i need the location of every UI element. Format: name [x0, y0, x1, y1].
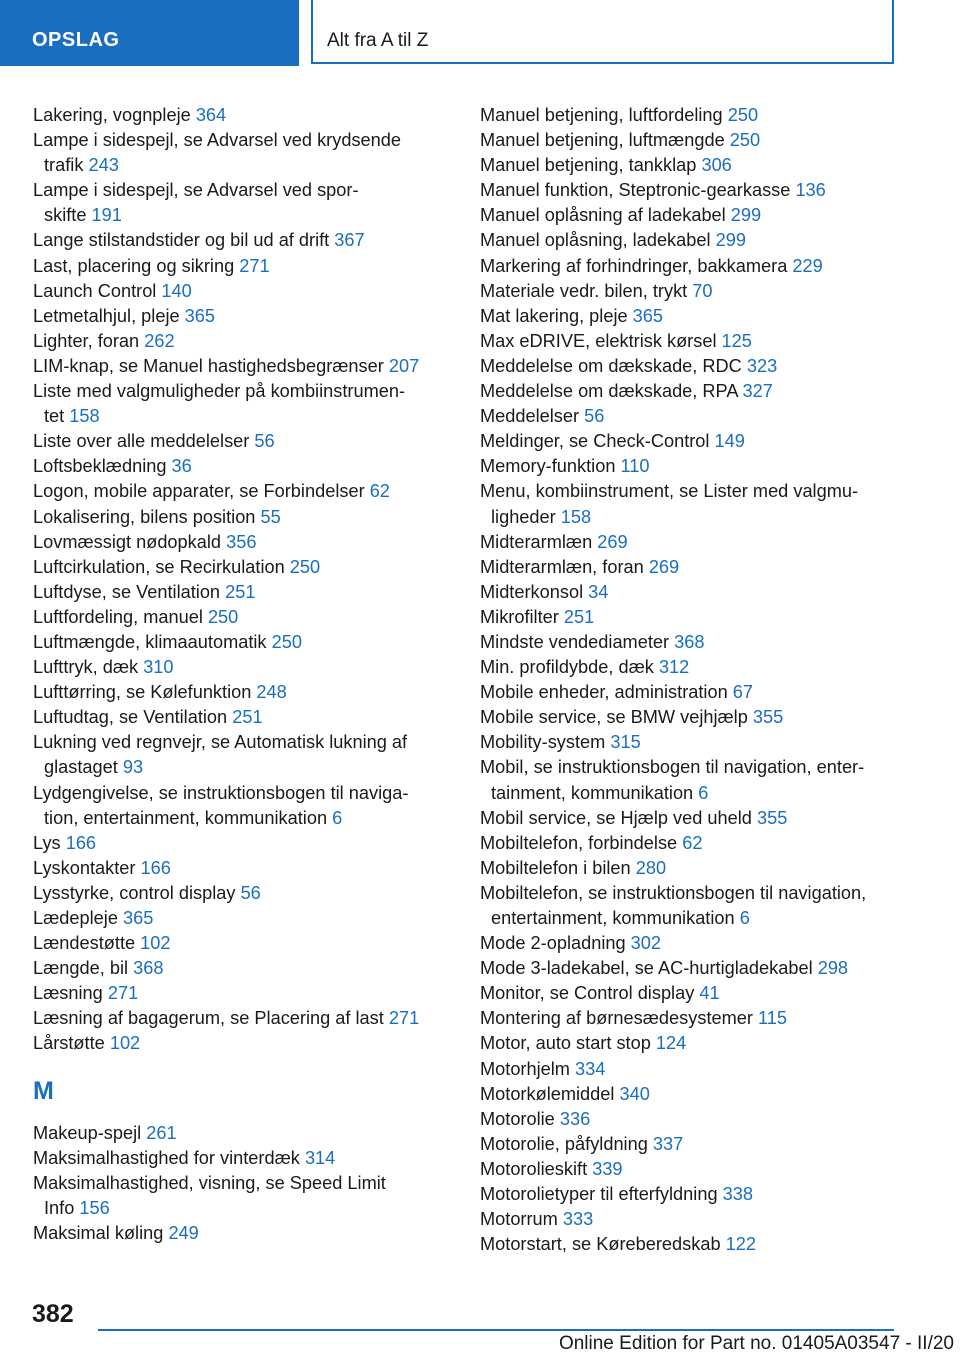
- page-reference-link[interactable]: 102: [140, 933, 171, 954]
- index-entry: [480, 304, 900, 329]
- index-term: Mobility-system: [480, 732, 606, 753]
- page-reference-link[interactable]: 36: [171, 456, 192, 477]
- index-term: tet: [44, 406, 65, 427]
- page-reference-link[interactable]: 191: [91, 205, 122, 226]
- index-entry: [33, 530, 448, 555]
- index-term: Meldinger, se Check-Control: [480, 431, 710, 452]
- page-reference-link[interactable]: 229: [792, 255, 823, 276]
- index-entry: [480, 254, 900, 279]
- chapter-tab: [311, 0, 894, 64]
- index-term: Liste med valgmuligheder på kombiinstrumen-: [33, 381, 406, 402]
- index-entry: [480, 1082, 900, 1107]
- index-entry: [480, 1132, 900, 1157]
- index-entry: [33, 555, 448, 580]
- page-reference-link[interactable]: 280: [635, 857, 667, 878]
- page-reference-link[interactable]: 56: [584, 406, 605, 427]
- page-reference-link[interactable]: 140: [161, 280, 192, 301]
- index-term: Motorrum: [480, 1209, 558, 1230]
- page-reference-link[interactable]: 156: [79, 1197, 110, 1218]
- page-reference-link[interactable]: 251: [232, 707, 263, 728]
- page-reference-link[interactable]: 298: [817, 958, 849, 979]
- index-term: Lukning ved regnvejr, se Automatisk lukning af: [33, 732, 408, 753]
- index-term: tion, entertainment, kommunikation: [44, 807, 328, 828]
- page-reference-link[interactable]: 323: [746, 355, 778, 376]
- index-term: Lændestøtte: [33, 933, 136, 954]
- index-term: Meddelelse om dækskade, RPA: [480, 381, 738, 402]
- index-term: Luftdyse, se Ventilation: [33, 581, 221, 602]
- index-entry: [480, 555, 900, 580]
- page-reference-link[interactable]: 250: [271, 631, 302, 652]
- index-entry: [480, 103, 900, 128]
- page-reference-link[interactable]: 336: [559, 1108, 591, 1129]
- index-term: Mobiltelefon, se instruktionsbogen til navigation,: [480, 882, 867, 903]
- index-entry: [480, 279, 900, 304]
- index-entry: [33, 479, 448, 504]
- page-reference-link[interactable]: 62: [369, 481, 390, 502]
- index-term: Markering af forhindringer, bakkamera: [480, 255, 788, 276]
- index-term: Lokalisering, bilens position: [33, 506, 256, 527]
- index-term: Lyskontakter: [33, 857, 136, 878]
- index-entry: [33, 228, 448, 253]
- page-reference-link[interactable]: 207: [388, 355, 420, 376]
- page-reference-link[interactable]: 249: [168, 1222, 199, 1243]
- index-entry: [480, 655, 900, 680]
- page-reference-link[interactable]: 158: [69, 406, 100, 427]
- index-term: Materiale vedr. bilen, trykt: [480, 280, 688, 301]
- index-term: ligheder: [491, 506, 556, 527]
- index-entry: [33, 655, 448, 680]
- page-reference-link[interactable]: 243: [88, 155, 119, 176]
- index-term: Motorhjelm: [480, 1058, 570, 1079]
- index-entry: [480, 153, 900, 178]
- index-term: Manuel betjening, tankklap: [480, 155, 697, 176]
- index-entry: [480, 806, 900, 831]
- index-entry: [33, 1006, 448, 1031]
- index-term: Luftcirkulation, se Recirkulation: [33, 556, 285, 577]
- index-term: Motor, auto start stop: [480, 1033, 651, 1054]
- index-list-l: [33, 103, 448, 1057]
- page-reference-link[interactable]: 271: [388, 1008, 420, 1029]
- page-reference-link[interactable]: 269: [597, 531, 628, 552]
- index-term: Mobil service, se Hjælp ved uheld: [480, 807, 752, 828]
- index-entry: [480, 530, 900, 555]
- index-term: Lange stilstandstider og bil ud af drift: [33, 230, 330, 251]
- index-entry: [480, 329, 900, 354]
- index-term: trafik: [44, 155, 84, 176]
- index-entry: [480, 429, 900, 454]
- index-list-m: [33, 1121, 448, 1246]
- index-term: Midterkonsol: [480, 581, 584, 602]
- index-entry: [480, 178, 900, 203]
- page-reference-link[interactable]: 6: [698, 782, 709, 803]
- page-reference-link[interactable]: 302: [630, 933, 662, 954]
- index-entry: [480, 1057, 900, 1082]
- index-term: Liste over alle meddelelser: [33, 431, 250, 452]
- index-term: Luftmængde, klimaautomatik: [33, 631, 267, 652]
- page-reference-link[interactable]: 339: [592, 1158, 623, 1179]
- index-entry: [33, 379, 448, 429]
- index-entry: [33, 931, 448, 956]
- index-term: Luftfordeling, manuel: [33, 606, 203, 627]
- index-term: Mikrofilter: [480, 606, 559, 627]
- index-term: Manuel oplåsning af ladekabel: [480, 205, 726, 226]
- index-entry: [33, 906, 448, 931]
- index-term: Lys: [33, 832, 61, 853]
- page-reference-link[interactable]: 306: [701, 155, 732, 176]
- index-entry: [33, 1121, 448, 1146]
- index-entry: [33, 856, 448, 881]
- page-reference-link[interactable]: 62: [682, 832, 703, 853]
- index-entry: [480, 1006, 900, 1031]
- index-entry: [33, 981, 448, 1006]
- index-entry: [480, 1182, 900, 1207]
- page-reference-link[interactable]: 368: [674, 631, 705, 652]
- page-reference-link[interactable]: 102: [109, 1033, 141, 1054]
- index-term: Lædepleje: [33, 908, 118, 928]
- page-reference-link[interactable]: 56: [254, 431, 275, 452]
- index-entry: [480, 580, 900, 605]
- page-reference-link[interactable]: 110: [620, 456, 650, 477]
- index-term: Montering af børnesædesystemer: [480, 1008, 753, 1029]
- index-entry: [480, 605, 900, 630]
- index-entry: [33, 128, 448, 178]
- index-term: Manuel betjening, luftfordeling: [480, 105, 723, 125]
- index-term: Mobil, se instruktionsbogen til navigation, enter-: [480, 757, 865, 778]
- index-entry: [480, 479, 900, 529]
- index-entry: [33, 1221, 448, 1246]
- index-entry: [33, 254, 448, 279]
- index-entry: [480, 379, 900, 404]
- index-entry: [480, 931, 900, 956]
- index-term: Lårstøtte: [33, 1033, 105, 1054]
- page-reference-link[interactable]: 355: [757, 807, 788, 828]
- index-entry: [480, 1157, 900, 1182]
- page-reference-link[interactable]: 41: [699, 983, 720, 1004]
- index-entry: [480, 956, 900, 981]
- index-entry: [480, 981, 900, 1006]
- page-reference-link[interactable]: 334: [575, 1058, 606, 1079]
- footer-divider: [98, 1329, 894, 1331]
- page-reference-link[interactable]: 368: [133, 958, 164, 979]
- index-term: Min. profildybde, dæk: [480, 657, 654, 678]
- page-reference-link[interactable]: 248: [256, 682, 287, 703]
- index-entry: [480, 881, 900, 931]
- page-reference-link[interactable]: 262: [144, 330, 175, 351]
- page-reference-link[interactable]: 340: [619, 1083, 650, 1104]
- index-term: Læsning: [33, 983, 103, 1004]
- index-entry: [480, 1031, 900, 1056]
- page-reference-link[interactable]: 55: [260, 506, 281, 527]
- index-entry: [33, 781, 448, 831]
- page-reference-link[interactable]: 166: [65, 832, 97, 853]
- page-reference-link[interactable]: 251: [225, 581, 256, 602]
- index-entry: [480, 630, 900, 655]
- index-term: Lydgengivelse, se instruktionsbogen til naviga-: [33, 782, 409, 803]
- index-entry: [480, 705, 900, 730]
- page-reference-link[interactable]: 250: [729, 130, 761, 151]
- index-entry: [480, 856, 900, 881]
- section-letter-m: M: [33, 1076, 54, 1105]
- index-entry: [480, 1207, 900, 1232]
- page-reference-link[interactable]: 365: [123, 908, 154, 928]
- index-entry: [33, 304, 448, 329]
- page-reference-link[interactable]: 70: [692, 280, 713, 301]
- index-term: Motorstart, se Køreberedskab: [480, 1234, 721, 1255]
- page-reference-link[interactable]: 115: [758, 1008, 787, 1029]
- index-term: Længde, bil: [33, 958, 129, 979]
- index-entry: [480, 404, 900, 429]
- index-term: Motorolieskift: [480, 1158, 588, 1179]
- index-term: Lovmæssigt nødopkald: [33, 531, 222, 552]
- index-entry: [33, 279, 448, 304]
- index-term: Maksimal køling: [33, 1222, 164, 1243]
- index-term: tainment, kommunikation: [491, 782, 694, 803]
- page-reference-link[interactable]: 122: [725, 1234, 756, 1255]
- index-term: Last, placering og sikring: [33, 255, 235, 276]
- index-entry: [33, 705, 448, 730]
- index-term: Menu, kombiinstrument, se Lister med valgmu-: [480, 481, 859, 502]
- index-entry: [33, 831, 448, 856]
- page-reference-link[interactable]: 315: [610, 732, 641, 753]
- index-entry: [480, 680, 900, 705]
- index-term: Loftsbeklædning: [33, 456, 167, 477]
- index-term: Lufttryk, dæk: [33, 657, 139, 678]
- page-reference-link[interactable]: 365: [184, 305, 216, 326]
- page-reference-link[interactable]: 250: [289, 556, 321, 577]
- index-term: Lampe i sidespejl, se Advarsel ved spor-: [33, 180, 359, 201]
- index-term: LIM-knap, se Manuel hastighedsbegrænser: [33, 355, 384, 376]
- page-reference-link[interactable]: 310: [143, 657, 174, 678]
- page-reference-link[interactable]: 250: [207, 606, 239, 627]
- index-term: Mobiltelefon i bilen: [480, 857, 631, 878]
- index-term: Mobiltelefon, forbindelse: [480, 832, 678, 853]
- index-term: Meddelelser: [480, 406, 580, 427]
- index-entry: [480, 128, 900, 153]
- index-entry: [33, 580, 448, 605]
- index-term: Motorolietyper til efterfyldning: [480, 1184, 718, 1205]
- index-entry: [33, 354, 448, 379]
- index-entry: [33, 680, 448, 705]
- index-entry: [480, 1232, 900, 1257]
- index-term: Meddelelse om dækskade, RDC: [480, 355, 742, 376]
- page-reference-link[interactable]: 124: [655, 1033, 687, 1054]
- page-number: 382: [32, 1300, 74, 1328]
- page-reference-link[interactable]: 364: [195, 105, 227, 125]
- page-reference-link[interactable]: 355: [752, 707, 784, 728]
- page-reference-link[interactable]: 166: [140, 857, 171, 878]
- index-term: Monitor, se Control display: [480, 983, 695, 1004]
- page-reference-link[interactable]: 158: [560, 506, 592, 527]
- chapter-title: Alt fra A til Z: [327, 30, 429, 51]
- page-reference-link[interactable]: 365: [632, 305, 664, 326]
- index-entry: [480, 454, 900, 479]
- index-term: Max eDRIVE, elektrisk kørsel: [480, 330, 717, 351]
- index-term: Manuel betjening, luftmængde: [480, 130, 725, 151]
- index-term: Maksimalhastighed, visning, se Speed Limit: [33, 1172, 386, 1193]
- index-term: Memory-funktion: [480, 456, 616, 477]
- index-entry: [33, 1171, 448, 1221]
- index-term: Motorkølemiddel: [480, 1083, 615, 1104]
- index-entry: [480, 228, 900, 253]
- page-header: [0, 0, 960, 66]
- page-reference-link[interactable]: 56: [240, 882, 261, 903]
- page-reference-link[interactable]: 314: [304, 1147, 336, 1168]
- index-term: Lakering, vognpleje: [33, 105, 191, 125]
- page-reference-link[interactable]: 299: [715, 230, 746, 251]
- index-entry: [33, 505, 448, 530]
- page-reference-link[interactable]: 327: [742, 381, 773, 402]
- index-entry: [33, 956, 448, 981]
- index-entry: [33, 429, 448, 454]
- index-entry: [33, 329, 448, 354]
- index-term: Motorolie, påfyldning: [480, 1133, 648, 1154]
- index-entry: [480, 203, 900, 228]
- page-reference-link[interactable]: 6: [739, 908, 750, 928]
- index-entry: [480, 831, 900, 856]
- index-entry: [480, 755, 900, 805]
- index-term: Mode 2-opladning: [480, 933, 626, 954]
- index-term: glastaget: [44, 757, 118, 778]
- page-reference-link[interactable]: 333: [562, 1209, 594, 1230]
- index-term: Mindste vendediameter: [480, 631, 670, 652]
- page-reference-link[interactable]: 149: [714, 431, 745, 452]
- page-reference-link[interactable]: 312: [658, 657, 690, 678]
- index-term: Makeup-spejl: [33, 1122, 142, 1143]
- index-term: Mode 3-ladekabel, se AC-hurtigladekabel: [480, 958, 813, 979]
- page-reference-link[interactable]: 251: [563, 606, 595, 627]
- footer-edition: Online Edition for Part no. 01405A03547 - II/20: [558, 1333, 954, 1354]
- index-entry: [33, 1031, 448, 1056]
- index-term: Lighter, foran: [33, 330, 140, 351]
- index-entry: [480, 1107, 900, 1132]
- section-tab: [0, 0, 299, 66]
- page-reference-link[interactable]: 338: [722, 1184, 753, 1205]
- index-term: Lysstyrke, control display: [33, 882, 236, 903]
- index-term: entertainment, kommunikation: [491, 908, 735, 928]
- page-reference-link[interactable]: 6: [332, 807, 343, 828]
- index-term: Lufttørring, se Kølefunktion: [33, 682, 252, 703]
- index-term: Launch Control: [33, 280, 157, 301]
- index-term: Mat lakering, pleje: [480, 305, 628, 326]
- index-term: Midterarmlæn, foran: [480, 556, 644, 577]
- page-reference-link[interactable]: 356: [226, 531, 257, 552]
- index-term: Letmetalhjul, pleje: [33, 305, 180, 326]
- index-entry: [480, 730, 900, 755]
- index-term: skifte: [44, 205, 87, 226]
- page-reference-link[interactable]: 136: [795, 180, 826, 201]
- index-term: Maksimalhastighed for vinterdæk: [33, 1147, 300, 1168]
- index-entry: [33, 178, 448, 228]
- page-reference-link[interactable]: 367: [334, 230, 365, 251]
- page-reference-link[interactable]: 125: [721, 330, 752, 351]
- index-term: Manuel oplåsning, ladekabel: [480, 230, 711, 251]
- page-reference-link[interactable]: 93: [122, 757, 144, 778]
- index-entry: [33, 103, 448, 128]
- index-entry: [33, 630, 448, 655]
- index-list-m-continued: [480, 103, 900, 1257]
- index-entry: [480, 354, 900, 379]
- index-term: Manuel funktion, Steptronic-gearkasse: [480, 180, 791, 201]
- index-entry: [33, 605, 448, 630]
- index-entry: [33, 1146, 448, 1171]
- page-reference-link[interactable]: 271: [239, 255, 270, 276]
- index-term: Læsning af bagagerum, se Placering af last: [33, 1008, 384, 1029]
- page-reference-link[interactable]: 261: [146, 1122, 177, 1143]
- index-term: Logon, mobile apparater, se Forbindelser: [33, 481, 365, 502]
- page-reference-link[interactable]: 67: [732, 682, 753, 703]
- index-entry: [33, 881, 448, 906]
- index-term: Mobile service, se BMW vejhjælp: [480, 707, 748, 728]
- index-term: Info: [44, 1197, 75, 1218]
- page-reference-link[interactable]: 269: [648, 556, 680, 577]
- page-reference-link[interactable]: 250: [727, 105, 759, 125]
- index-entry: [33, 730, 448, 780]
- page-reference-link[interactable]: 299: [730, 205, 762, 226]
- index-term: Luftudtag, se Ventilation: [33, 707, 228, 728]
- index-term: Midterarmlæn: [480, 531, 593, 552]
- index-term: Motorolie: [480, 1108, 555, 1129]
- index-term: Lampe i sidespejl, se Advarsel ved krydsende: [33, 130, 401, 151]
- page-reference-link[interactable]: 271: [107, 983, 139, 1004]
- page-reference-link[interactable]: 337: [652, 1133, 684, 1154]
- section-title: OPSLAG: [32, 29, 120, 51]
- index-term: Mobile enheder, administration: [480, 682, 728, 703]
- index-entry: [33, 454, 448, 479]
- index-column-left: [33, 103, 448, 1246]
- page-reference-link[interactable]: 34: [588, 581, 609, 602]
- index-column-right: [480, 103, 900, 1257]
